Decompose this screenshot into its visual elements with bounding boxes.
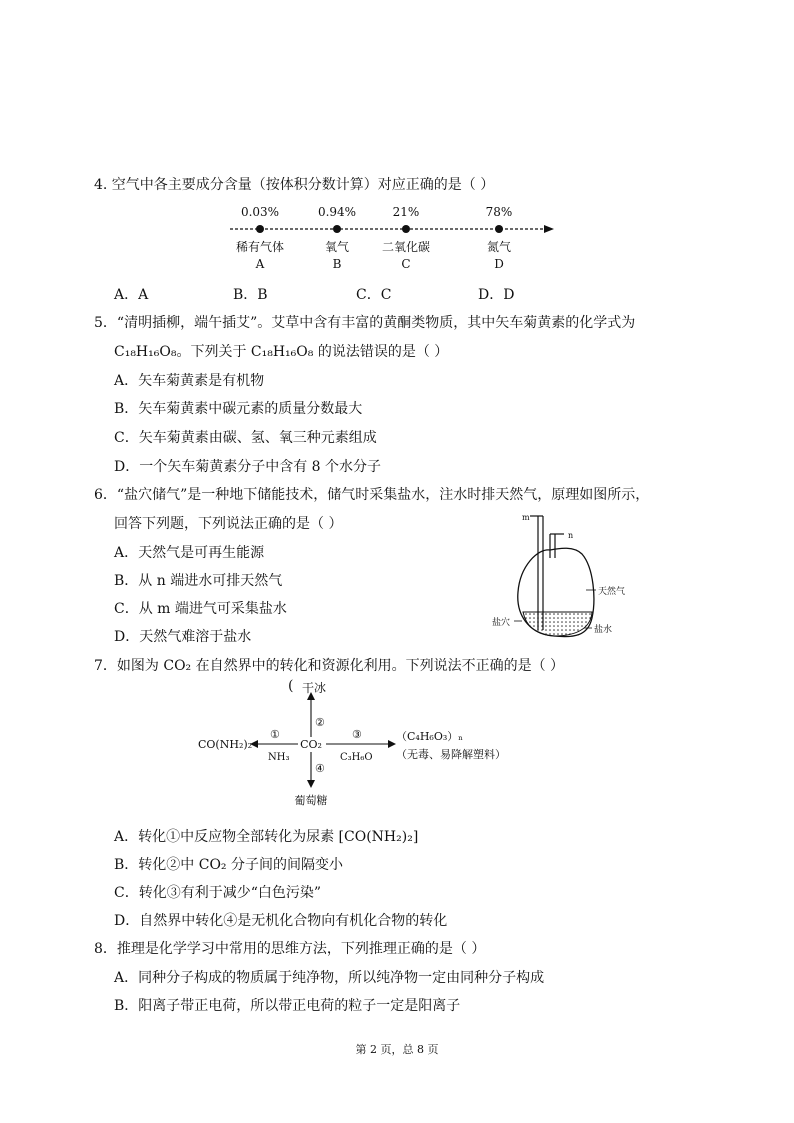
label-gas: 天然气 xyxy=(598,587,626,597)
letter-b: B xyxy=(332,257,342,271)
plastic-note: （无毒、易降解塑料） xyxy=(396,748,506,761)
value-d: 78% xyxy=(485,205,513,219)
q8-option-b[interactable]: B．阳离子带正电荷，所以带正电荷的粒子一定是阳离子 xyxy=(114,998,461,1014)
reagent-label: C₃H₆O xyxy=(340,752,373,763)
co2-center: CO₂ xyxy=(300,738,322,751)
label-n: n xyxy=(568,531,574,540)
label-m: m xyxy=(522,513,530,522)
step-3: ③ xyxy=(352,728,362,741)
q4-option-d[interactable]: D．D xyxy=(478,287,515,303)
q7-option-a[interactable]: A．转化①中反应物全部转化为尿素 [CO(NH₂)₂] xyxy=(114,829,419,845)
dry-ice-bracket: ( xyxy=(288,678,294,694)
q8-stem: 8．推理是化学学习中常用的思维方法，下列推理正确的是（ ） xyxy=(94,941,486,957)
salt-cave-figure xyxy=(488,508,668,648)
q8-option-a[interactable]: A．同种分子构成的物质属于纯净物，所以纯净物一定由同种分子构成 xyxy=(114,970,545,986)
q5-stem-line1: 5．“清明插柳，端午插艾”。艾草中含有丰富的黄酮类物质，其中矢车菊黄素的化学式为 xyxy=(94,315,636,331)
label-c: 二氧化碳 xyxy=(381,240,431,254)
step-2: ② xyxy=(315,716,325,729)
q6-option-b[interactable]: B．从 n 端进水可排天然气 xyxy=(114,573,283,589)
q4-option-a[interactable]: A．A xyxy=(114,287,149,303)
co2-conversion-diagram xyxy=(190,676,530,808)
letter-c: C xyxy=(401,257,411,271)
point-d xyxy=(495,225,503,233)
q7-option-d[interactable]: D．自然界中转化④是无机化合物向有机化合物的转化 xyxy=(114,913,448,929)
step-4: ④ xyxy=(315,762,325,775)
glucose-label: 葡萄糖 xyxy=(294,794,328,807)
point-b xyxy=(333,225,341,233)
q6-stem-line2: 回答下列题，下列说法正确的是（ ） xyxy=(114,516,343,532)
q7-stem: 7．如图为 CO₂ 在自然界中的转化和资源化利用。下列说法不正确的是（ ） xyxy=(94,658,565,674)
dry-ice-label: 干冰 xyxy=(302,681,327,695)
value-c: 21% xyxy=(392,205,420,219)
label-brine: 盐水 xyxy=(594,625,613,635)
q7-option-c[interactable]: C．转化③有利于减少“白色污染” xyxy=(114,885,322,901)
urea-label: CO(NH₂)₂ xyxy=(198,738,253,751)
brine-region xyxy=(523,612,592,636)
q5-option-a[interactable]: A．矢车菊黄素是有机物 xyxy=(114,373,265,389)
arrow-3-head xyxy=(388,740,396,748)
q4-stem: 4. 空气中各主要成分含量（按体积分数计算）对应正确的是（ ） xyxy=(94,177,495,193)
label-d: 氮气 xyxy=(486,240,512,254)
q5-option-d[interactable]: D．一个矢车菊黄素分子中含有 8 个水分子 xyxy=(114,459,382,475)
nh3-label: NH₃ xyxy=(268,752,290,763)
point-c xyxy=(402,225,410,233)
q6-option-a[interactable]: A．天然气是可再生能源 xyxy=(114,545,265,561)
q5-option-b[interactable]: B．矢车菊黄素中碳元素的质量分数最大 xyxy=(114,401,363,417)
q6-option-c[interactable]: C．从 m 端进气可采集盐水 xyxy=(114,601,287,617)
label-b: 氧气 xyxy=(324,240,350,254)
q4-option-b[interactable]: B．B xyxy=(233,287,268,303)
value-b: 0.94% xyxy=(317,205,357,219)
plastic-label: （C₄H₆O₃）ₙ xyxy=(396,730,464,743)
q6-option-d[interactable]: D．天然气难溶于盐水 xyxy=(114,629,252,645)
q6-stem-line1: 6．“盐穴储气”是一种地下储能技术，储气时采集盐水，注水时排天然气，原理如图所示， xyxy=(94,487,650,503)
label-cave: 盐穴 xyxy=(492,618,511,628)
letter-a: A xyxy=(255,257,265,271)
step-1: ① xyxy=(270,728,280,741)
page-number: 第 2 页，总 8 页 xyxy=(355,1043,439,1056)
number-line-arrow xyxy=(544,225,554,233)
label-a: 稀有气体 xyxy=(235,240,285,254)
point-a xyxy=(256,225,264,233)
q5-stem-line2: C₁₈H₁₆O₈。下列关于 C₁₈H₁₆O₈ 的说法错误的是（ ） xyxy=(114,344,449,360)
letter-d: D xyxy=(494,257,504,271)
q7-option-b[interactable]: B．转化②中 CO₂ 分子间的间隔变小 xyxy=(114,857,343,873)
value-a: 0.03% xyxy=(240,205,280,219)
arrow-4-head xyxy=(307,780,315,788)
q5-option-c[interactable]: C．矢车菊黄素由碳、氢、氧三种元素组成 xyxy=(114,430,377,446)
q4-option-c[interactable]: C．C xyxy=(356,287,392,303)
q4-number-line xyxy=(220,198,560,276)
